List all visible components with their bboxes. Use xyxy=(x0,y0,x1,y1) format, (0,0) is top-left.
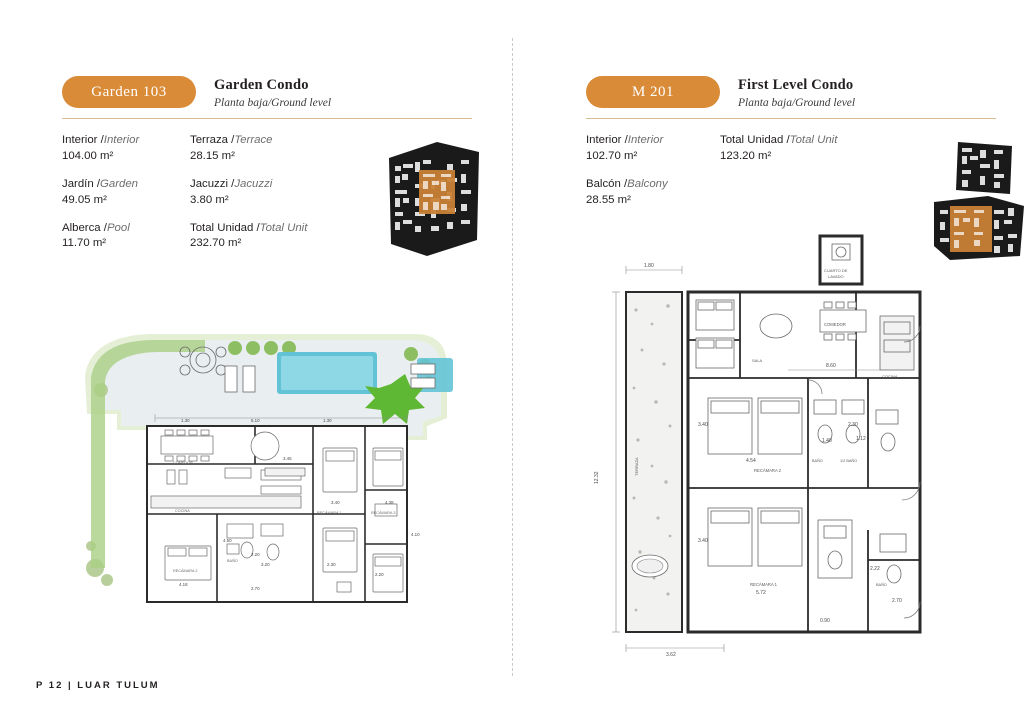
spec-value: 232.70 m² xyxy=(190,237,242,250)
left-site-key-map xyxy=(385,140,481,258)
spec-value: 123.20 m² xyxy=(720,149,772,162)
spec-label: Jardín /Garden xyxy=(62,177,138,190)
svg-text:1.80: 1.80 xyxy=(644,263,654,269)
svg-text:4.18: 4.18 xyxy=(179,582,188,587)
svg-text:BAÑO: BAÑO xyxy=(227,559,238,563)
right-specs-col-1 xyxy=(586,133,720,221)
svg-text:4.10: 4.10 xyxy=(411,532,420,537)
svg-text:2.70: 2.70 xyxy=(892,598,902,604)
spec-item xyxy=(62,177,190,206)
svg-text:3.40: 3.40 xyxy=(331,500,340,505)
svg-text:5.10: 5.10 xyxy=(251,418,260,423)
right-unit-badge: M 201 xyxy=(586,76,720,108)
right-header-rule xyxy=(586,118,996,119)
spec-value: 28.15 m² xyxy=(190,149,235,162)
spec-item xyxy=(62,221,190,250)
left-unit-badge: Garden 103 xyxy=(62,76,196,108)
svg-text:3.40: 3.40 xyxy=(698,422,708,428)
svg-text:SALA: SALA xyxy=(752,358,763,363)
svg-text:COCINA: COCINA xyxy=(882,374,898,379)
left-unit-title: Garden Condo xyxy=(214,77,309,93)
spec-label: Terraza /Terrace xyxy=(190,134,273,146)
spec-item xyxy=(720,133,880,162)
right-specs-col-2 xyxy=(720,133,880,221)
left-specs-col-1 xyxy=(62,133,190,264)
right-unit-subtitle: Planta baja/Ground level xyxy=(738,97,856,109)
spec-label: Total Unidad /Total Unit xyxy=(720,134,838,146)
right-header xyxy=(586,76,855,109)
svg-text:BAÑO: BAÑO xyxy=(876,583,887,587)
spec-value: 11.70 m² xyxy=(62,237,107,250)
svg-text:3.62: 3.62 xyxy=(666,652,676,658)
spec-item xyxy=(190,177,350,206)
left-specs-col-2 xyxy=(190,133,350,264)
spec-item xyxy=(190,133,350,162)
left-floor-plan xyxy=(55,318,455,618)
spec-label: Interior /Interior xyxy=(586,134,664,146)
svg-text:COMEDOR: COMEDOR xyxy=(824,322,846,327)
svg-text:3.20: 3.20 xyxy=(261,562,270,567)
svg-text:COCINA: COCINA xyxy=(175,509,190,513)
svg-text:1.30: 1.30 xyxy=(181,418,190,423)
svg-text:1/2 BAÑO: 1/2 BAÑO xyxy=(840,459,858,463)
svg-text:3.45: 3.45 xyxy=(283,456,292,461)
svg-text:4.54: 4.54 xyxy=(746,458,756,464)
right-floor-plan xyxy=(594,230,948,660)
svg-text:TERRAZA: TERRAZA xyxy=(634,457,639,476)
svg-text:BAÑO: BAÑO xyxy=(812,459,823,463)
svg-text:2.70: 2.70 xyxy=(251,586,260,591)
svg-text:RECÁMARA 3: RECÁMARA 3 xyxy=(371,511,396,515)
left-unit-subtitle: Planta baja/Ground level xyxy=(214,97,332,109)
spec-value: 49.05 m² xyxy=(62,193,107,206)
spec-value: 3.80 m² xyxy=(190,193,229,206)
svg-text:5.72: 5.72 xyxy=(756,590,766,596)
svg-text:1.30: 1.30 xyxy=(323,418,332,423)
right-specs xyxy=(586,133,880,221)
svg-text:LAVADO: LAVADO xyxy=(828,274,844,279)
svg-text:8.60: 8.60 xyxy=(826,363,836,369)
svg-text:RECÁMARA 2: RECÁMARA 2 xyxy=(754,468,781,473)
page-footer: P 12 | LUAR TULUM xyxy=(36,680,160,691)
svg-text:RECÁMARA 1: RECÁMARA 1 xyxy=(317,511,342,515)
spec-item xyxy=(586,177,720,206)
spec-label: Interior /Interior xyxy=(62,134,140,146)
svg-text:CUARTO DE: CUARTO DE xyxy=(824,268,848,273)
svg-text:3.40: 3.40 xyxy=(698,538,708,544)
svg-text:2.30: 2.30 xyxy=(848,422,858,428)
svg-text:2.30: 2.30 xyxy=(327,562,336,567)
right-unit-panel xyxy=(512,0,1024,708)
svg-text:2.20: 2.20 xyxy=(375,572,384,577)
spec-value: 28.55 m² xyxy=(586,193,631,206)
left-header xyxy=(62,76,331,109)
svg-text:4.38: 4.38 xyxy=(385,500,394,505)
spec-label: Jacuzzi /Jacuzzi xyxy=(190,177,273,190)
svg-text:0.90: 0.90 xyxy=(820,618,830,624)
svg-text:COMEDOR: COMEDOR xyxy=(173,461,193,465)
left-specs xyxy=(62,133,350,264)
svg-text:RECÁMARA 2: RECÁMARA 2 xyxy=(173,569,198,573)
left-header-rule xyxy=(62,118,472,119)
svg-text:1.12: 1.12 xyxy=(856,436,866,442)
svg-text:1.40: 1.40 xyxy=(822,438,832,444)
spec-value: 104.00 m² xyxy=(62,149,114,162)
spec-value: 102.70 m² xyxy=(586,149,638,162)
spec-label: Total Unidad /Total Unit xyxy=(190,221,308,234)
spec-label: Alberca /Pool xyxy=(62,221,130,234)
svg-text:2.20: 2.20 xyxy=(251,552,260,557)
spec-item xyxy=(190,221,350,250)
svg-text:4.50: 4.50 xyxy=(223,538,232,543)
svg-text:2.22: 2.22 xyxy=(870,566,880,572)
right-unit-title: First Level Condo xyxy=(738,77,854,93)
spec-label: Balcón /Balcony xyxy=(586,177,668,190)
spec-item xyxy=(62,133,190,162)
spec-item xyxy=(586,133,720,162)
svg-text:12.32: 12.32 xyxy=(594,471,600,484)
svg-text:RECÁMARA 1: RECÁMARA 1 xyxy=(750,582,777,587)
